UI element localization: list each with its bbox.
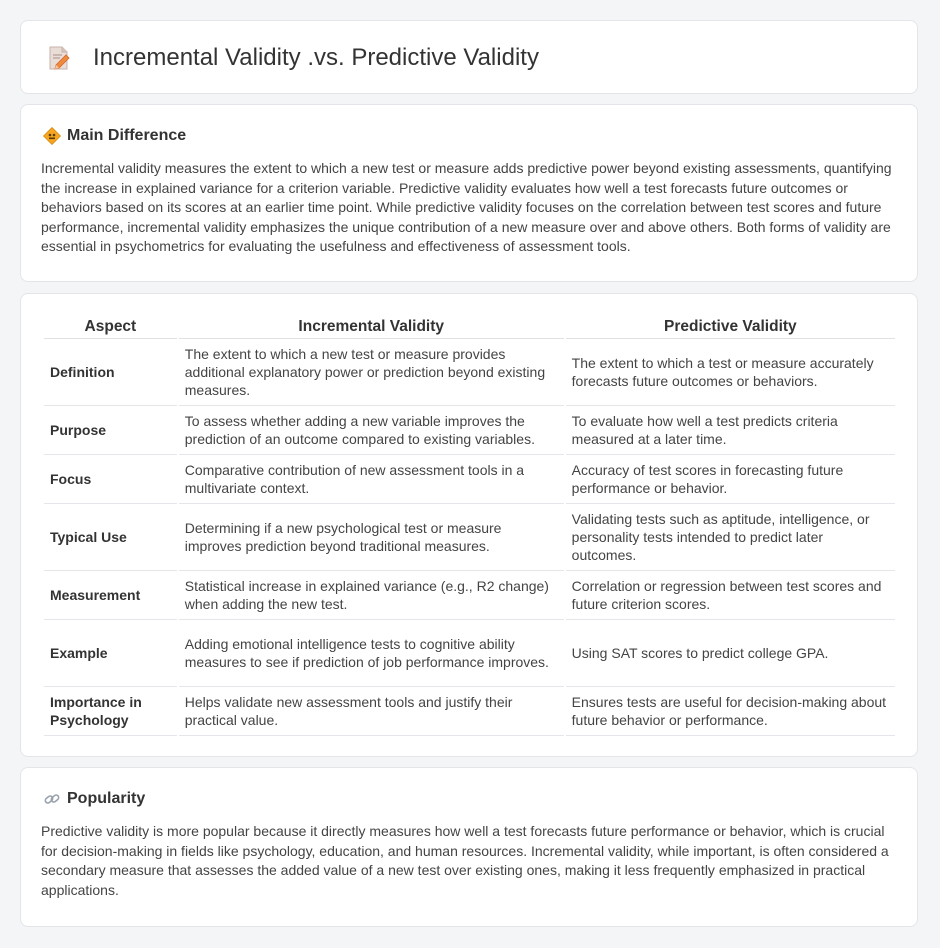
row-incremental: Statistical increase in explained variance (e.g., R2 change) when adding the new test. bbox=[179, 571, 564, 620]
comparison-table bbox=[42, 316, 897, 736]
document-pencil-icon bbox=[47, 45, 71, 71]
row-aspect: Purpose bbox=[44, 406, 177, 455]
table-row bbox=[44, 571, 895, 620]
row-aspect: Importance in Psychology bbox=[44, 687, 177, 736]
table-row bbox=[44, 406, 895, 455]
row-incremental: Determining if a new psychological test or measure improves prediction beyond traditional measures. bbox=[179, 504, 564, 571]
table-header-row bbox=[44, 316, 895, 339]
row-incremental: To assess whether adding a new variable improves the prediction of an outcome compared to existing variables. bbox=[179, 406, 564, 455]
popularity-heading: Popularity bbox=[67, 790, 146, 807]
diamond-sign-icon bbox=[43, 127, 61, 145]
row-incremental: Comparative contribution of new assessment tools in a multivariate context. bbox=[179, 455, 564, 504]
row-incremental: Adding emotional intelligence tests to cognitive ability measures to see if prediction of job performance improves. bbox=[179, 620, 564, 687]
row-predictive: Using SAT scores to predict college GPA. bbox=[566, 620, 895, 687]
table-row bbox=[44, 339, 895, 406]
popularity-text: Predictive validity is more popular because it directly measures how well a test forecasts future performance or behavior, which is crucial for decision-making in fields like psychology, education, and human resources. Incremental validity, while important, is often considered a secondary measure that assesses the added value of a new test over existing ones, making it less frequently emphasized in practical applications. bbox=[41, 823, 889, 898]
table-row bbox=[44, 687, 895, 736]
row-predictive: Correlation or regression between test scores and future criterion scores. bbox=[566, 571, 895, 620]
row-aspect: Typical Use bbox=[44, 504, 177, 571]
row-aspect: Focus bbox=[44, 455, 177, 504]
row-incremental: Helps validate new assessment tools and justify their practical value. bbox=[179, 687, 564, 736]
header-aspect: Aspect bbox=[44, 316, 177, 339]
row-aspect: Example bbox=[44, 620, 177, 687]
table-row bbox=[44, 620, 895, 687]
main-difference-heading: Main Difference bbox=[67, 127, 187, 144]
row-predictive: Accuracy of test scores in forecasting future performance or behavior. bbox=[566, 455, 895, 504]
header-incremental-validity: Incremental Validity bbox=[179, 316, 564, 339]
row-aspect: Definition bbox=[44, 339, 177, 406]
table-row bbox=[44, 455, 895, 504]
header-card bbox=[20, 20, 918, 94]
row-incremental: The extent to which a new test or measure provides additional explanatory power or prediction beyond existing measures. bbox=[179, 339, 564, 406]
main-difference-text: Incremental validity measures the extent to which a new test or measure adds predictive power beyond existing assessments, quantifying the increase in explained variance for a criterion variable. Predictive validity evaluates how well a test forecasts future outcomes or behaviors based on its scores at an earlier time point. While predictive validity focuses on the correlation between test scores and future performance, incremental validity emphasizes the unique contribution of a new measure over and above others. Both forms of validity are essential in psychometrics for evaluating the usefulness and effectiveness of assessment tools. bbox=[41, 160, 892, 255]
header-predictive-validity: Predictive Validity bbox=[566, 316, 895, 339]
page-title: Incremental Validity .vs. Predictive Validity bbox=[93, 44, 539, 71]
row-predictive: Ensures tests are useful for decision-making about future behavior or performance. bbox=[566, 687, 895, 736]
row-predictive: Validating tests such as aptitude, intelligence, or personality tests intended to predict later outcomes. bbox=[566, 504, 895, 571]
table-row bbox=[44, 504, 895, 571]
row-aspect: Measurement bbox=[44, 571, 177, 620]
row-predictive: To evaluate how well a test predicts criteria measured at a later time. bbox=[566, 406, 895, 455]
popularity-section bbox=[20, 767, 918, 927]
link-icon bbox=[43, 790, 61, 808]
comparison-section bbox=[20, 293, 918, 757]
main-difference-section bbox=[20, 104, 918, 282]
row-predictive: The extent to which a test or measure accurately forecasts future outcomes or behaviors. bbox=[566, 339, 895, 406]
